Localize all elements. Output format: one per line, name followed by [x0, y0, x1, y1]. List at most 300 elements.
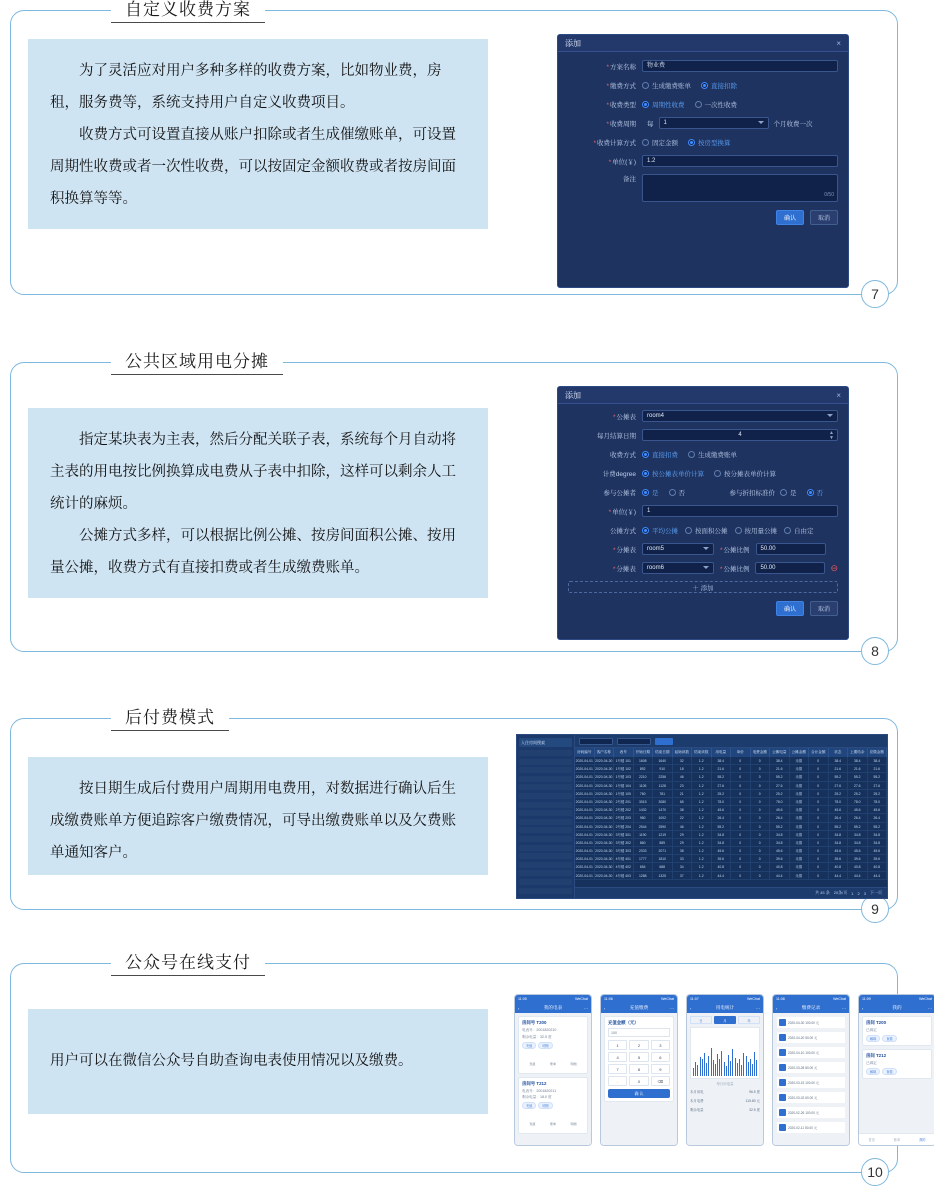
sidebar-search[interactable]: 入住房间搜索 — [519, 738, 572, 747]
table-cell: 0 — [809, 782, 829, 789]
field-unit-price — [568, 505, 838, 517]
usage-bar — [711, 1048, 712, 1076]
period-select[interactable]: 1 — [659, 117, 769, 129]
table-cell: 44.4 — [770, 872, 790, 879]
table-cell: 0 — [751, 790, 771, 797]
key-dot[interactable]: . — [608, 1076, 627, 1086]
table-cell: 2033 — [634, 847, 654, 854]
numeric-keypad — [608, 1040, 670, 1086]
list-item[interactable] — [776, 1061, 846, 1074]
bound-room-card[interactable] — [862, 1016, 932, 1046]
usage-bar — [748, 1062, 749, 1076]
field-charge-period — [568, 117, 838, 129]
table-row[interactable] — [575, 806, 887, 814]
sidebar-tree-item[interactable] — [519, 776, 572, 782]
section-public-power-share — [10, 352, 898, 659]
action-recharge[interactable]: 充值 — [529, 1122, 536, 1126]
back-icon[interactable]: ‹ — [690, 1005, 692, 1011]
list-item[interactable] — [776, 1046, 846, 1059]
segment-day[interactable]: 日 — [690, 1016, 712, 1024]
status-time: 11:08 — [776, 997, 785, 1001]
sidebar-tree-item[interactable] — [519, 767, 572, 773]
table-cell: 0 — [809, 765, 829, 772]
field-pay-method — [568, 448, 838, 460]
table-cell: 38 — [673, 847, 693, 854]
table-cell: 0 — [731, 863, 751, 870]
key-4[interactable]: 4 — [608, 1052, 627, 1062]
usage-bar — [693, 1068, 694, 1076]
remove-row-icon[interactable]: ⊖ — [830, 562, 838, 573]
list-item-label: 2020-04-10 100.00 元 — [788, 1051, 820, 1055]
start-date-input[interactable] — [579, 738, 613, 745]
unbind-tag[interactable]: 解绑 — [866, 1068, 880, 1075]
action-bill[interactable]: 账单 — [549, 1061, 556, 1066]
next-page-button[interactable]: 下一页 — [870, 890, 882, 895]
radio-option[interactable]: 周期性收费 — [642, 100, 685, 109]
table-row[interactable] — [575, 863, 887, 871]
card-title: 房间号 T212 — [522, 1080, 547, 1086]
stepper-arrows-icon[interactable]: ▲ ▼ — [829, 430, 834, 441]
column-header[interactable]: 起始读数 — [673, 748, 693, 757]
total-count: 共 45 条 — [815, 890, 830, 895]
column-header[interactable]: 电费金额 — [751, 748, 771, 757]
table-cell: 55.2 — [848, 823, 868, 830]
table-main — [575, 735, 887, 898]
table-cell: 45.6 — [712, 847, 732, 854]
more-icon[interactable]: ⋯ — [756, 1005, 760, 1011]
table-row[interactable] — [575, 773, 887, 781]
table-cell: 0 — [751, 773, 771, 780]
card-tags — [866, 1035, 928, 1042]
key-1[interactable]: 1 — [608, 1040, 627, 1050]
table-cell: 26.4 — [848, 814, 868, 821]
stat-row — [690, 1105, 760, 1114]
table-cell: 0 — [731, 855, 751, 862]
tab-home[interactable]: 首页 — [868, 1138, 875, 1142]
key-9[interactable]: 9 — [651, 1064, 670, 1074]
table-cell: 1432 — [634, 806, 654, 813]
back-icon[interactable]: ‹ — [518, 1005, 520, 1011]
meter-card[interactable] — [518, 1077, 588, 1135]
table-cell: 39.6 — [868, 855, 888, 862]
close-icon[interactable]: × — [836, 38, 841, 48]
confirm-button[interactable]: 确认 — [776, 210, 804, 225]
table-cell: 1.2 — [692, 814, 712, 821]
usage-bar — [726, 1066, 727, 1076]
key-2[interactable]: 2 — [629, 1040, 648, 1050]
table-cell: 1640 — [653, 757, 673, 764]
sidebar-tree-item[interactable] — [519, 836, 572, 842]
field-label: 公摊方式 — [610, 527, 636, 535]
table-row[interactable] — [575, 782, 887, 790]
table-cell: 2020-04-01 — [575, 759, 593, 763]
close-icon[interactable]: × — [836, 390, 841, 400]
list-item-label: 2020-04-20 50.00 元 — [788, 1036, 818, 1040]
field-label: *单位(￥) — [608, 508, 636, 516]
confirm-button[interactable]: 确认 — [776, 601, 804, 616]
back-icon[interactable]: ‹ — [776, 1005, 778, 1011]
table-cell: 1号楼 101 — [614, 757, 634, 764]
section-text — [28, 757, 488, 875]
table-row[interactable] — [575, 823, 887, 831]
list-item[interactable] — [776, 1076, 846, 1089]
table-cell: 1.2 — [692, 872, 712, 879]
key-8[interactable]: 8 — [629, 1064, 648, 1074]
radio-option[interactable]: 是 — [780, 488, 797, 497]
radio-option[interactable]: 否 — [669, 488, 686, 497]
table-cell: 3080 — [653, 798, 673, 805]
radio-option[interactable]: 直接扣费 — [642, 450, 678, 459]
phone-body — [773, 1013, 849, 1145]
column-header[interactable]: 合计金额 — [809, 748, 829, 757]
radio-option[interactable]: 固定金额 — [642, 138, 678, 147]
table-cell: 0 — [731, 823, 751, 830]
table-cell: 21.6 — [712, 765, 732, 772]
table-cell: 1608 — [634, 757, 654, 764]
required-mark: * — [606, 82, 609, 90]
table-cell: 1.2 — [692, 863, 712, 870]
table-cell: 18 — [673, 765, 693, 772]
radio-dot-icon — [780, 489, 787, 496]
detail-tag[interactable]: 明细 — [538, 1042, 552, 1049]
share-meter-select-2[interactable]: room6 — [642, 562, 714, 574]
table-cell: 2020-04-30 — [595, 767, 613, 772]
more-icon[interactable]: ⋯ — [842, 1005, 846, 1011]
table-cell: 2020-04-30 — [595, 865, 613, 870]
page-3[interactable]: 3 — [863, 890, 866, 896]
radio-option[interactable]: 生成缴费账单 — [688, 450, 737, 459]
table-cell: 4号楼 402 — [614, 863, 634, 870]
field-label: 参与公摊者 — [603, 489, 636, 497]
key-7[interactable]: 7 — [608, 1064, 627, 1074]
table-cell: 38.4 — [770, 757, 790, 764]
table-cell: 0 — [731, 806, 751, 813]
page-1[interactable]: 1 — [851, 890, 854, 896]
tab-bill[interactable]: 账单 — [893, 1138, 901, 1142]
recharge-tag[interactable]: 充值 — [522, 1042, 536, 1049]
phone-body — [859, 1013, 934, 1133]
key-backspace[interactable]: ⌫ — [651, 1076, 670, 1086]
column-header[interactable]: 客户名称 — [595, 748, 615, 757]
table-cell: 45.6 — [829, 806, 849, 813]
table-cell: 78.0 — [712, 798, 732, 805]
table-cell: 21.6 — [829, 765, 849, 772]
table-cell: 0 — [809, 855, 829, 862]
table-cell: 1.2 — [692, 782, 712, 789]
more-icon[interactable]: ⋯ — [928, 1005, 932, 1011]
query-button[interactable] — [655, 738, 673, 745]
back-icon[interactable]: ‹ — [862, 1005, 864, 1011]
grid-pagination — [575, 887, 887, 898]
table-cell: 889 — [653, 839, 673, 846]
column-header[interactable]: 单价 — [731, 748, 751, 757]
table-toolbar — [575, 735, 887, 748]
table-cell: 0 — [809, 831, 829, 838]
radio-option[interactable]: 按用量公摊 — [735, 526, 778, 535]
table-cell: 3号楼 302 — [614, 839, 634, 846]
required-mark: * — [606, 101, 609, 109]
field-label: 每月结算日期 — [597, 432, 636, 440]
table-cell: 1288 — [634, 872, 654, 879]
table-cell: 40.8 — [770, 863, 790, 870]
page-size-select[interactable]: 20条/页 — [833, 890, 848, 895]
table-cell: 22 — [673, 814, 693, 821]
list-item[interactable] — [776, 1031, 846, 1044]
table-cell: 4号楼 401 — [614, 855, 634, 862]
radio-option[interactable]: 生成缴费账单 — [642, 81, 691, 90]
column-header[interactable]: 结束读数 — [692, 748, 712, 757]
sidebar-tree-item[interactable] — [519, 853, 572, 859]
table-row[interactable] — [575, 798, 887, 806]
table-cell: 37 — [673, 872, 693, 879]
unbind-tag[interactable]: 解绑 — [866, 1035, 880, 1042]
list-item[interactable] — [776, 1091, 846, 1104]
column-header[interactable]: 上期结余 — [848, 748, 868, 757]
record-icon — [779, 1079, 786, 1086]
field-label: *分摊表 — [612, 546, 636, 554]
radio-option[interactable]: 一次性收费 — [695, 100, 738, 109]
sidebar-tree-item[interactable] — [519, 827, 572, 833]
status-app: WeChat — [575, 997, 588, 1001]
tab-profile[interactable]: 我的 — [919, 1138, 926, 1142]
amount-input[interactable]: 100 — [608, 1028, 670, 1037]
table-cell: 2071 — [653, 847, 673, 854]
table-cell: 未缴 — [790, 790, 810, 797]
table-cell: 45.6 — [868, 806, 888, 813]
radio-dot-icon — [642, 139, 649, 146]
char-counter: 0/50 — [824, 192, 834, 198]
required-mark: * — [608, 158, 612, 166]
share-ratio-input-2[interactable]: 50.00 — [755, 562, 825, 574]
table-row[interactable] — [575, 757, 887, 765]
page-2[interactable]: 2 — [857, 890, 860, 896]
plan-name-input[interactable]: 物业费 — [642, 60, 838, 72]
sidebar-tree-item[interactable] — [519, 784, 572, 790]
table-cell: 25.2 — [712, 790, 732, 797]
column-header[interactable]: 应缴金额 — [868, 748, 888, 757]
table-cell: 45.6 — [770, 806, 790, 813]
table-cell: 1.2 — [692, 806, 712, 813]
list-item[interactable] — [776, 1121, 846, 1134]
share-meter-select[interactable]: room4 — [642, 410, 838, 422]
sidebar-tree-item[interactable] — [519, 810, 572, 816]
action-detail[interactable]: 明细 — [570, 1122, 577, 1126]
list-item[interactable] — [776, 1106, 846, 1119]
back-icon[interactable]: ‹ — [604, 1005, 606, 1011]
nav-title: 缴费记录 — [801, 1005, 821, 1010]
more-icon[interactable]: ⋯ — [584, 1005, 588, 1011]
column-header[interactable]: 开始日期 — [634, 748, 654, 757]
action-bill[interactable]: 账单 — [549, 1122, 556, 1126]
table-cell: 2020-04-30 — [595, 824, 613, 829]
table-cell: 2号楼 202 — [614, 806, 634, 813]
table-cell: 0 — [751, 782, 771, 789]
table-cell: 2020-04-30 — [595, 832, 613, 837]
action-recharge[interactable]: 充值 — [529, 1061, 536, 1066]
radio-option[interactable]: 否 — [807, 488, 824, 497]
nav-title: 充值缴费 — [629, 1005, 649, 1010]
table-cell: 0 — [809, 773, 829, 780]
table-cell: 32 — [673, 757, 693, 764]
table-cell: 2020-04-01 — [575, 799, 593, 804]
radio-option[interactable]: 按房型换算 — [688, 138, 731, 147]
phone-statusbar — [515, 995, 591, 1003]
column-header[interactable]: 结束日期 — [653, 748, 673, 757]
table-cell: 0 — [751, 872, 771, 879]
required-mark: * — [612, 546, 616, 554]
table-row[interactable] — [575, 790, 887, 798]
required-mark: * — [608, 508, 612, 516]
status-time: 11:06 — [604, 997, 613, 1001]
field-plan-name — [568, 60, 838, 72]
recharge-tag[interactable]: 充值 — [522, 1102, 536, 1109]
meter-card[interactable] — [518, 1016, 588, 1074]
phone-navbar — [859, 1003, 934, 1013]
column-header[interactable]: 状态 — [829, 748, 849, 757]
action-detail[interactable]: 明细 — [570, 1061, 577, 1066]
share-ratio-input-1[interactable]: 50.00 — [756, 543, 826, 555]
field-label: *收费周期 — [606, 120, 636, 128]
table-cell: 45.6 — [848, 806, 868, 813]
add-row-button[interactable]: ＋ 添加 — [568, 581, 838, 593]
radio-dot-icon — [642, 82, 649, 89]
table-row[interactable] — [575, 839, 887, 847]
table-cell: 3号楼 303 — [614, 847, 634, 854]
key-6[interactable]: 6 — [651, 1052, 670, 1062]
sidebar-tree-item[interactable] — [519, 888, 572, 894]
table-cell: 39.6 — [770, 855, 790, 862]
cancel-button[interactable]: 取消 — [810, 210, 838, 225]
table-cell: 26.4 — [868, 814, 888, 821]
unit-price-input[interactable]: 1.2 — [642, 155, 838, 167]
view-tag[interactable]: 查看 — [882, 1035, 896, 1042]
quick-actions — [522, 1052, 584, 1070]
bound-room-card[interactable] — [862, 1049, 932, 1079]
radio-option[interactable]: 平均公摊 — [642, 526, 678, 535]
table-cell: 1810 — [653, 855, 673, 862]
list-item[interactable] — [776, 1016, 846, 1029]
detail-tag[interactable]: 明细 — [538, 1102, 552, 1109]
phone-navbar — [515, 1003, 591, 1013]
column-header[interactable]: 公摊电量 — [770, 748, 790, 757]
key-3[interactable]: 3 — [651, 1040, 670, 1050]
share-meter-select-1[interactable]: room5 — [642, 543, 714, 555]
key-5[interactable]: 5 — [629, 1052, 648, 1062]
radio-dot-icon — [784, 527, 791, 534]
radio-option[interactable]: 按面积公摊 — [685, 526, 728, 535]
join-share-radios — [642, 488, 725, 497]
phone-statusbar — [601, 995, 677, 1003]
table-cell: 39.6 — [848, 855, 868, 862]
field-label: *缴费方式 — [606, 82, 636, 90]
more-icon[interactable]: ⋯ — [670, 1005, 674, 1011]
required-mark: * — [606, 120, 609, 128]
postpaid-table-screenshot — [516, 734, 888, 899]
field-label: 计费degree — [602, 470, 636, 478]
sidebar-tree-item[interactable] — [519, 819, 572, 825]
sidebar-tree-item[interactable] — [519, 870, 572, 876]
sidebar-tree-item[interactable] — [519, 879, 572, 885]
sidebar-tree-item[interactable] — [519, 759, 572, 765]
usage-bar — [728, 1055, 729, 1076]
chevron-down-icon — [758, 121, 764, 124]
phone-navbar — [773, 1003, 849, 1013]
radio-dot-icon — [701, 82, 708, 89]
table-cell: 3015 — [634, 798, 654, 805]
table-row[interactable] — [575, 765, 887, 773]
table-cell: 21 — [673, 790, 693, 797]
table-row[interactable] — [575, 831, 887, 839]
table-cell: 1.2 — [692, 847, 712, 854]
sidebar-tree-item[interactable] — [519, 750, 572, 756]
sidebar-tree-item[interactable] — [519, 793, 572, 799]
table-cell: 33 — [673, 855, 693, 862]
table-cell: 44.4 — [848, 872, 868, 879]
cancel-button[interactable]: 取消 — [810, 601, 838, 616]
table-row[interactable] — [575, 847, 887, 855]
radio-option[interactable]: 按公摊表单价计算 — [642, 469, 704, 478]
field-share-mode — [568, 524, 838, 536]
settle-day-stepper[interactable]: 4 ▲ ▼ — [642, 429, 838, 441]
section-number: 10 — [861, 1158, 889, 1186]
sidebar-tree-item[interactable] — [519, 845, 572, 851]
radio-option[interactable]: 是 — [642, 488, 659, 497]
radio-option[interactable]: 直接扣除 — [701, 81, 737, 90]
column-header[interactable]: 表号 — [614, 748, 634, 757]
table-cell: 39.6 — [712, 855, 732, 862]
phone-navbar — [687, 1003, 763, 1013]
sidebar-tree-item[interactable] — [519, 802, 572, 808]
segment-month[interactable]: 月 — [714, 1016, 736, 1024]
required-mark: * — [606, 63, 609, 71]
radio-option[interactable]: 自由定 — [784, 526, 814, 535]
list-item-label: 2020-02-26 100.00 元 — [788, 1111, 820, 1115]
data-grid — [575, 748, 887, 887]
table-cell: 4号楼 403 — [614, 872, 634, 879]
phone-statusbar — [859, 995, 934, 1003]
field-settle-day — [568, 429, 838, 441]
submit-button[interactable]: 确 认 — [608, 1089, 670, 1098]
segment-year[interactable]: 年 — [738, 1016, 760, 1024]
unit-price-input[interactable]: 1 — [642, 505, 838, 517]
dialog-buttons — [568, 210, 838, 225]
table-row[interactable] — [575, 872, 887, 880]
table-cell: 0 — [731, 814, 751, 821]
key-0[interactable]: 0 — [629, 1076, 648, 1086]
table-cell: 0 — [809, 798, 829, 805]
remark-textarea[interactable] — [642, 174, 838, 202]
radio-option[interactable]: 按分摊表单价计算 — [714, 469, 776, 478]
usage-bar — [732, 1049, 733, 1076]
table-cell: 27.6 — [829, 782, 849, 789]
usage-bar — [717, 1054, 718, 1076]
list-item-label: 2020-03-15 100.00 元 — [788, 1081, 820, 1085]
list-item-label: 2020-04-30 100.00 元 — [788, 1021, 820, 1025]
table-row[interactable] — [575, 814, 887, 822]
usage-bar — [704, 1053, 705, 1076]
end-date-input[interactable] — [617, 738, 651, 745]
column-header[interactable]: 用电量 — [712, 748, 732, 757]
table-cell: 34.8 — [848, 839, 868, 846]
radio-dot-icon — [642, 451, 649, 458]
table-cell: 34 — [673, 863, 693, 870]
column-header[interactable]: 房间编号 — [575, 748, 595, 757]
table-row[interactable] — [575, 855, 887, 863]
table-cell: 未缴 — [790, 773, 810, 780]
view-tag[interactable]: 查看 — [882, 1068, 896, 1075]
column-header[interactable]: 公摊金额 — [790, 748, 810, 757]
sidebar-tree-item[interactable] — [519, 862, 572, 868]
